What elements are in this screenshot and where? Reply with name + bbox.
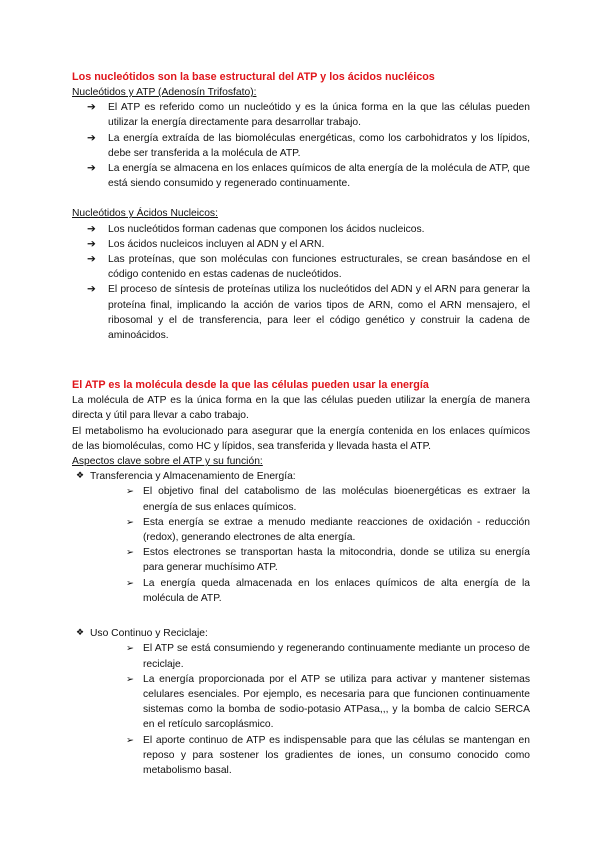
subheading-acidos-nucleicos: Nucleótidos y Ácidos Nucleicos: xyxy=(72,208,218,220)
list-item: ➢ Esta energía se extrae a menudo mediante reacciones de oxidación - reducción (redox), generando electrones de alta energía. xyxy=(126,516,530,544)
bullet-list-nucleotidos-atp xyxy=(72,100,530,191)
list-item: ➔ Las proteínas, que son moléculas con funciones estructurales, se crean basándose en el código contenido en estas cadenas de nucleótidos. xyxy=(87,254,530,281)
chevron-arrow-icon: ➢ xyxy=(126,486,134,498)
list-item: ➔ El ATP es referido como un nucleótido y es la única forma en la que las células pueden utilizar la energía directamente para desarrollar trabajo. xyxy=(87,102,530,129)
bullet-list-acidos-nucleicos xyxy=(72,222,530,344)
document-page xyxy=(72,70,530,778)
arrow-icon: ➔ xyxy=(87,238,96,250)
chevron-arrow-icon: ➢ xyxy=(126,673,134,685)
subheading-nucleotidos-atp: Nucleótidos y ATP (Adenosín Trifosfato): xyxy=(72,87,257,98)
arrow-icon: ➔ xyxy=(87,163,96,175)
chevron-arrow-icon: ➢ xyxy=(126,734,134,746)
list-item: ➢ El ATP se está consumiendo y regenerando continuamente mediante un proceso de reciclaje. xyxy=(126,643,530,670)
arrow-icon: ➔ xyxy=(87,102,96,114)
group-uso-continuo: ❖ Uso Continuo y Reciclaje: xyxy=(76,627,208,640)
list-item: ➔ El proceso de síntesis de proteínas utiliza los nucleótidos del ADN y el ARN para generar la proteína final, implicando la acción de varios tipos de ARN, como el ARN mensajero, el ribosomal y el de transferencia, para leer el código genético y construir la cadena de aminoácidos. xyxy=(87,284,530,342)
subheading-aspectos-clave: Aspectos clave sobre el ATP y su función: xyxy=(72,456,263,468)
list-item: ➢ La energía proporcionada por el ATP se utiliza para activar y mantener sistemas celulares esenciales. Por ejemplo, es necesaria para que funcionen continuamente sistemas como la bomba de sodio-potasio ATPasa,,, y la bomba de calcio SERCA en el retículo sarcoplásmico. xyxy=(126,673,530,731)
arrow-icon: ➔ xyxy=(87,284,96,296)
list-item: ➔ La energía se almacena en los enlaces químicos de alta energía de la molécula de ATP, que está siendo consumido y regenerado continuamente. xyxy=(87,163,530,190)
chevron-arrow-icon: ➢ xyxy=(126,516,134,528)
list-item: ➢ El aporte continuo de ATP es indispensable para que las células se mantengan en reposo y para sostener los gradientes de iones, un consumo conocido como metabolismo basal. xyxy=(126,734,530,776)
diamond-bullet-icon: ❖ xyxy=(76,627,85,638)
paragraph-atp-intro: La molécula de ATP es la única forma en la que las células pueden utilizar la energía de manera directa y útil para llevar a cabo trabajo. xyxy=(72,395,530,422)
list-item: ➔ La energía extraída de las biomoléculas energéticas, como los carbohidratos y los lípidos, debe ser transferida a la molécula de ATP. xyxy=(87,132,530,159)
list-item: ➢ El objetivo final del catabolismo de las moléculas bioenergéticas es extraer la energía de sus enlaces químicos. xyxy=(126,486,530,513)
chevron-arrow-icon: ➢ xyxy=(126,547,134,559)
sub-list-uso-continuo xyxy=(72,641,530,778)
diamond-bullet-icon: ❖ xyxy=(76,470,85,481)
sub-list-transferencia xyxy=(72,484,530,606)
arrow-icon: ➔ xyxy=(87,223,96,235)
chevron-arrow-icon: ➢ xyxy=(126,577,134,589)
section-title-atp: El ATP es la molécula desde la que las células pueden usar la energía xyxy=(72,379,429,392)
arrow-icon: ➔ xyxy=(87,254,96,266)
chevron-arrow-icon: ➢ xyxy=(126,643,134,655)
group-transferencia: ❖ Transferencia y Almacenamiento de Energía: xyxy=(76,470,296,483)
list-item: ➔ Los nucleótidos forman cadenas que componen los ácidos nucleicos. xyxy=(72,222,530,237)
section-title-nucleotidos: Los nucleótidos son la base estructural del ATP y los ácidos nucléicos xyxy=(72,71,435,83)
list-item: ➔ Los ácidos nucleicos incluyen al ADN y el ARN. xyxy=(72,237,530,252)
paragraph-metabolismo: El metabolismo ha evolucionado para asegurar que la energía contenida en los enlaces químicos de las biomoléculas, como HC y lípidos, sea transferida y llevada hasta el ATP. xyxy=(72,425,530,452)
list-item: ➢ La energía queda almacenada en los enlaces químicos de alta energía de la molécula de ATP. xyxy=(126,577,530,604)
list-item: ➢ Estos electrones se transportan hasta la mitocondria, donde se utiliza su energía para generar muchísimo ATP. xyxy=(126,547,530,574)
arrow-icon: ➔ xyxy=(87,132,96,144)
